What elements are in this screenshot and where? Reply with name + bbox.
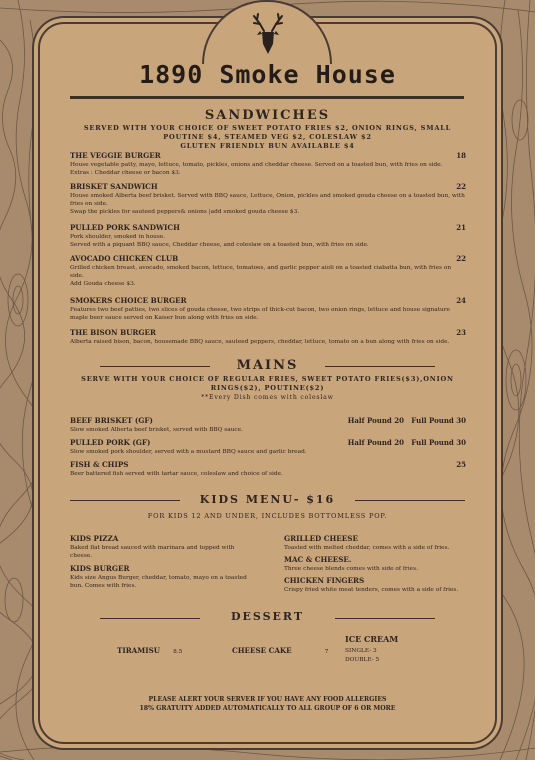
item-name: THE VEGGIE BURGER	[70, 151, 161, 160]
menu-item	[70, 460, 466, 478]
item-name: TIRAMISU	[117, 646, 161, 655]
item-name: PULLED PORK (GF)	[70, 438, 151, 447]
item-description: Crispy fried white meat tenders, comes with a side of fries.	[284, 587, 459, 593]
mains-subtitle: SERVE WITH YOUR CHOICE OF REGULAR FRIES, SWEET POTATO FRIES($3),ONION RINGS($2), POUTINE($2)	[81, 375, 454, 392]
restaurant-title: 1890 Smoke House	[139, 60, 396, 89]
item-price: Half Pound 20 Full Pound 30	[347, 438, 466, 447]
item-name: ICE CREAM	[345, 634, 399, 644]
dessert-heading: DESSERT	[230, 610, 305, 623]
kids-left-column	[70, 534, 250, 590]
item-name: MAC & CHEESE.	[284, 555, 352, 564]
dessert-tiramisu	[117, 638, 182, 657]
menu-item	[70, 328, 466, 346]
sandwiches-heading: SANDWICHES	[204, 108, 331, 123]
menu-item	[70, 182, 466, 216]
menu-item	[70, 223, 466, 249]
item-description: Alberta raised bison, bacon, housemade BBQ sauce, sauteed peppers, cheddar, lettuce, tomato on a bun along with fries on side.	[70, 339, 450, 345]
title-underline	[70, 96, 464, 99]
menu-item	[284, 555, 474, 573]
item-name: AVOCADO CHICKEN CLUB	[70, 254, 179, 263]
item-price: 22	[456, 254, 466, 263]
item-price: 7	[324, 649, 329, 655]
item-description: Slow smoked Alberta beef brisket, served with BBQ sauce.	[70, 427, 243, 433]
menu-item	[70, 254, 466, 288]
icecream-single: SINGLE- 3	[345, 648, 377, 654]
item-price: 21	[456, 223, 466, 232]
item-description: Baked flat bread sauced with marinara and topped with cheese.	[70, 545, 235, 559]
deer-head-icon	[246, 12, 290, 58]
item-price: 24	[456, 296, 466, 305]
item-description: Grilled chicken breast, avocado, smoked bacon, lettuce, tomatoes, and garlic pepper aioli on a toasted ciabatta bun, with fries on side.	[70, 265, 452, 279]
item-description: Beer battered fish served with tartar sauce, coleslaw and choice of side.	[70, 471, 283, 477]
item-name: SMOKERS CHOICE BURGER	[70, 296, 187, 305]
item-price: 23	[456, 328, 466, 337]
item-name: BEEF BRISKET (GF)	[70, 416, 153, 425]
menu-item	[70, 296, 466, 322]
kids-heading: KIDS MENU- $16	[199, 493, 336, 506]
item-name: CHEESE CAKE	[232, 646, 292, 655]
item-name: PULLED PORK SANDWICH	[70, 223, 180, 232]
item-description: House smoked Alberta beef brisket. Served with BBQ sauce, Lettuce, Onion, pickles and smoked gouda cheese on a toasted bun, with fries on side.	[70, 193, 465, 207]
gratuity-notice: 18% GRATUITY ADDED AUTOMATICALLY TO ALL GROUP OF 6 OR MORE	[139, 705, 396, 712]
sandwiches-subtitle: SERVED WITH YOUR CHOICE OF SWEET POTATO FRIES $2, ONION RINGS, SMALL POUTINE $4, STEAMED VEG $2, COLESLAW $2 GLUTEN FRIENDLY BUN AVAILABLE $4	[83, 124, 452, 150]
item-description: Slow smoked pork shoulder, served with a mustard BBQ sauce and garlic bread.	[70, 449, 307, 455]
item-extra: Extras : Cheddar cheese or bacon $3.	[70, 170, 181, 176]
mains-heading: MAINS	[236, 358, 299, 373]
item-description: Kids size Angus Burger, cheddar, tomato, mayo on a toasted bun. Comes with fries.	[70, 575, 247, 589]
menu-item	[284, 534, 474, 552]
allergy-notice: PLEASE ALERT YOUR SERVER IF YOU HAVE ANY FOOD ALLERGIES	[148, 696, 387, 703]
item-extra: Swap the pickles for sauteed peppers& onions |add smoked gouda cheese $3.	[70, 209, 300, 215]
item-extra: Add Gouda cheese $3.	[70, 281, 136, 287]
kids-right-column	[284, 534, 474, 594]
item-description: House vegetable patty, mayo, lettuce, tomato, pickles, onions and cheddar cheese. Served on a toasted bun, with fries on side.	[70, 162, 443, 168]
item-price: 22	[456, 182, 466, 191]
item-price: 18	[456, 151, 466, 160]
item-name: KIDS BURGER	[70, 564, 130, 573]
icecream-double: DOUBLE- 5	[345, 657, 380, 663]
item-description: Pork shoulder, smoked in house.	[70, 234, 166, 240]
mains-note: **Every Dish comes with coleslaw	[201, 394, 334, 401]
menu-item	[70, 534, 250, 560]
item-price: Half Pound 20 Full Pound 30	[347, 416, 466, 425]
item-description: Three cheese blends comes with side of fries.	[284, 566, 418, 572]
menu-item	[70, 416, 466, 434]
item-name: KIDS PIZZA	[70, 534, 119, 543]
item-name: CHICKEN FINGERS	[284, 576, 365, 585]
item-price: 25	[456, 460, 466, 469]
item-name: THE BISON BURGER	[70, 328, 156, 337]
menu-item	[70, 564, 250, 590]
item-price: 8.5	[173, 649, 183, 655]
menu-item	[70, 151, 466, 177]
menu-item	[70, 438, 466, 456]
item-extra: Served with a piquant BBQ sauce, Cheddar cheese, and coleslaw on a toasted bun, with fries on side.	[70, 242, 369, 248]
item-description: Toasted with melted cheddar, comes with a side of fries.	[284, 545, 450, 551]
item-name: BRISKET SANDWICH	[70, 182, 158, 191]
kids-subtitle: FOR KIDS 12 AND UNDER, INCLUDES BOTTOMLESS POP.	[147, 512, 388, 520]
menu-item	[284, 576, 474, 594]
item-description: Features two beef patties, two slices of gouda cheese, two strips of thick-cut bacon, two onion rings, lettuce and house signature maple beer sauce served on Kaiser bun along with fries on side.	[70, 307, 450, 321]
dessert-cheesecake	[232, 638, 328, 657]
item-name: GRILLED CHEESE	[284, 534, 358, 543]
dessert-icecream	[345, 634, 398, 665]
item-name: FISH & CHIPS	[70, 460, 129, 469]
